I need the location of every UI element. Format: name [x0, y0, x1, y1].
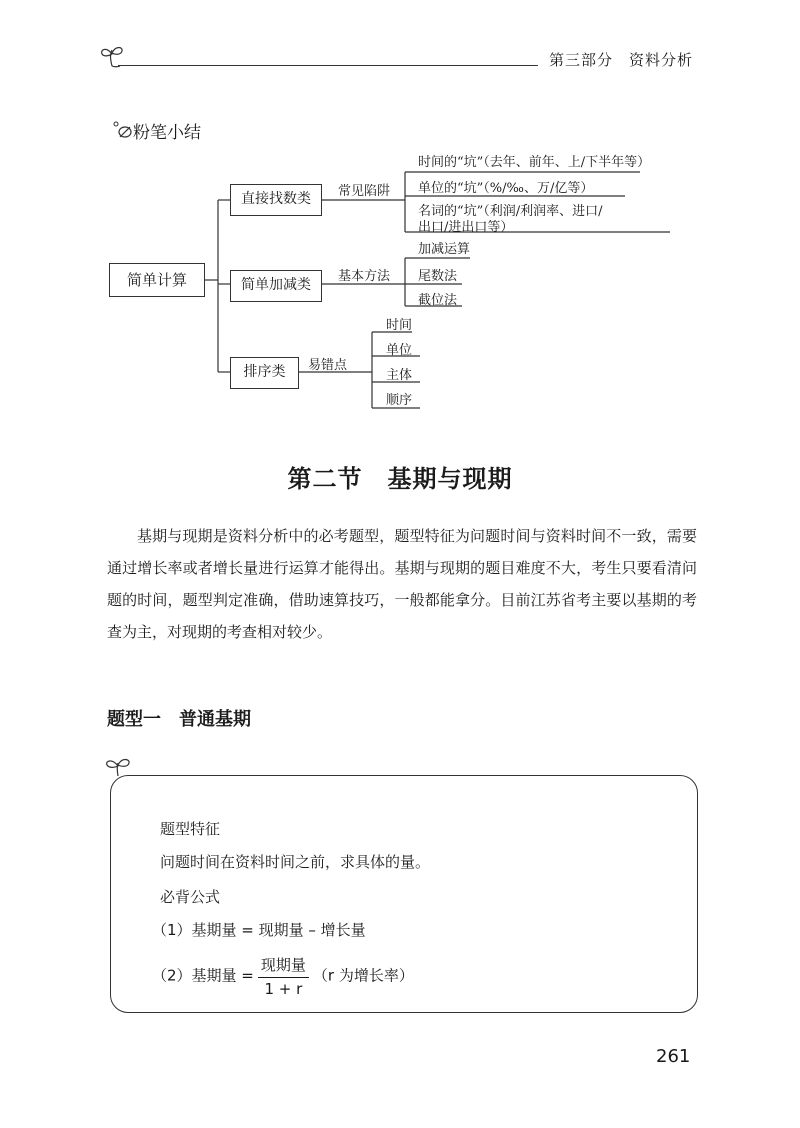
formula-2-denominator: 1 + r: [264, 980, 303, 998]
formula-2-fraction: [258, 954, 309, 998]
formula-2-note: （r 为增长率）: [312, 966, 414, 985]
mindmap-branch-direct: 直接找数类: [230, 184, 322, 216]
mindmap-leaf: 单位: [386, 343, 413, 358]
mindmap-leaf: 时间: [386, 318, 413, 333]
mindmap-leaf: 截位法: [418, 293, 458, 308]
feature-heading: 题型特征: [160, 820, 221, 838]
formula-1: （1）基期量 = 现期量 – 增长量: [152, 921, 366, 939]
formula-2-numerator: 现期量: [258, 954, 309, 978]
mindmap-leaf: 加减运算: [418, 242, 471, 257]
mindmap-branch-sort: 排序类: [230, 357, 299, 389]
mindmap-leaf: 时间的“坑”（去年、前年、上/下半年等）: [418, 155, 651, 170]
mindmap-edge-label: 基本方法: [338, 269, 391, 284]
mindmap-leaf: 顺序: [386, 393, 413, 408]
mindmap-leaf: 出口/进出口等）: [418, 220, 514, 235]
mindmap-root: 简单计算: [109, 263, 205, 297]
formula-2: [152, 954, 414, 998]
formula-heading: 必背公式: [160, 888, 221, 906]
summary-title: 粉笔小结: [133, 123, 201, 143]
mindmap-leaf: 主体: [386, 368, 413, 383]
header-part-title: 第三部分 资料分析: [549, 51, 694, 69]
section-intro: 基期与现期是资料分析中的必考题型，题型特征为问题时间与资料时间不一致，需要通过增长率或者增长量进行运算才能得出。基期与现期的题目难度不大，考生只要看清问题的时间，题型判定准确，借助速算技巧，一般都能拿分。目前江苏省考主要以基期的考查为主，对现期的考查相对较少。: [107, 527, 697, 641]
formula-2-prefix: （2）基期量 =: [152, 966, 254, 985]
mindmap-edge-label: 易错点: [308, 358, 348, 373]
mindmap-leaf: 尾数法: [418, 269, 458, 284]
feature-text: 问题时间在资料时间之前，求具体的量。: [160, 853, 431, 871]
page-number: 261: [656, 1046, 691, 1067]
mindmap-edge-label: 常见陷阱: [338, 184, 391, 199]
section-title: 第二节 基期与现期: [287, 465, 513, 493]
question-type-title: 题型一 普通基期: [107, 709, 251, 730]
mindmap-leaf: 名词的“坑”（利润/利润率、进口/: [418, 204, 603, 219]
mindmap-branch-addsub: 简单加减类: [230, 270, 322, 302]
mindmap-leaf: 单位的“坑”（%/‰、万/亿等）: [418, 181, 594, 196]
